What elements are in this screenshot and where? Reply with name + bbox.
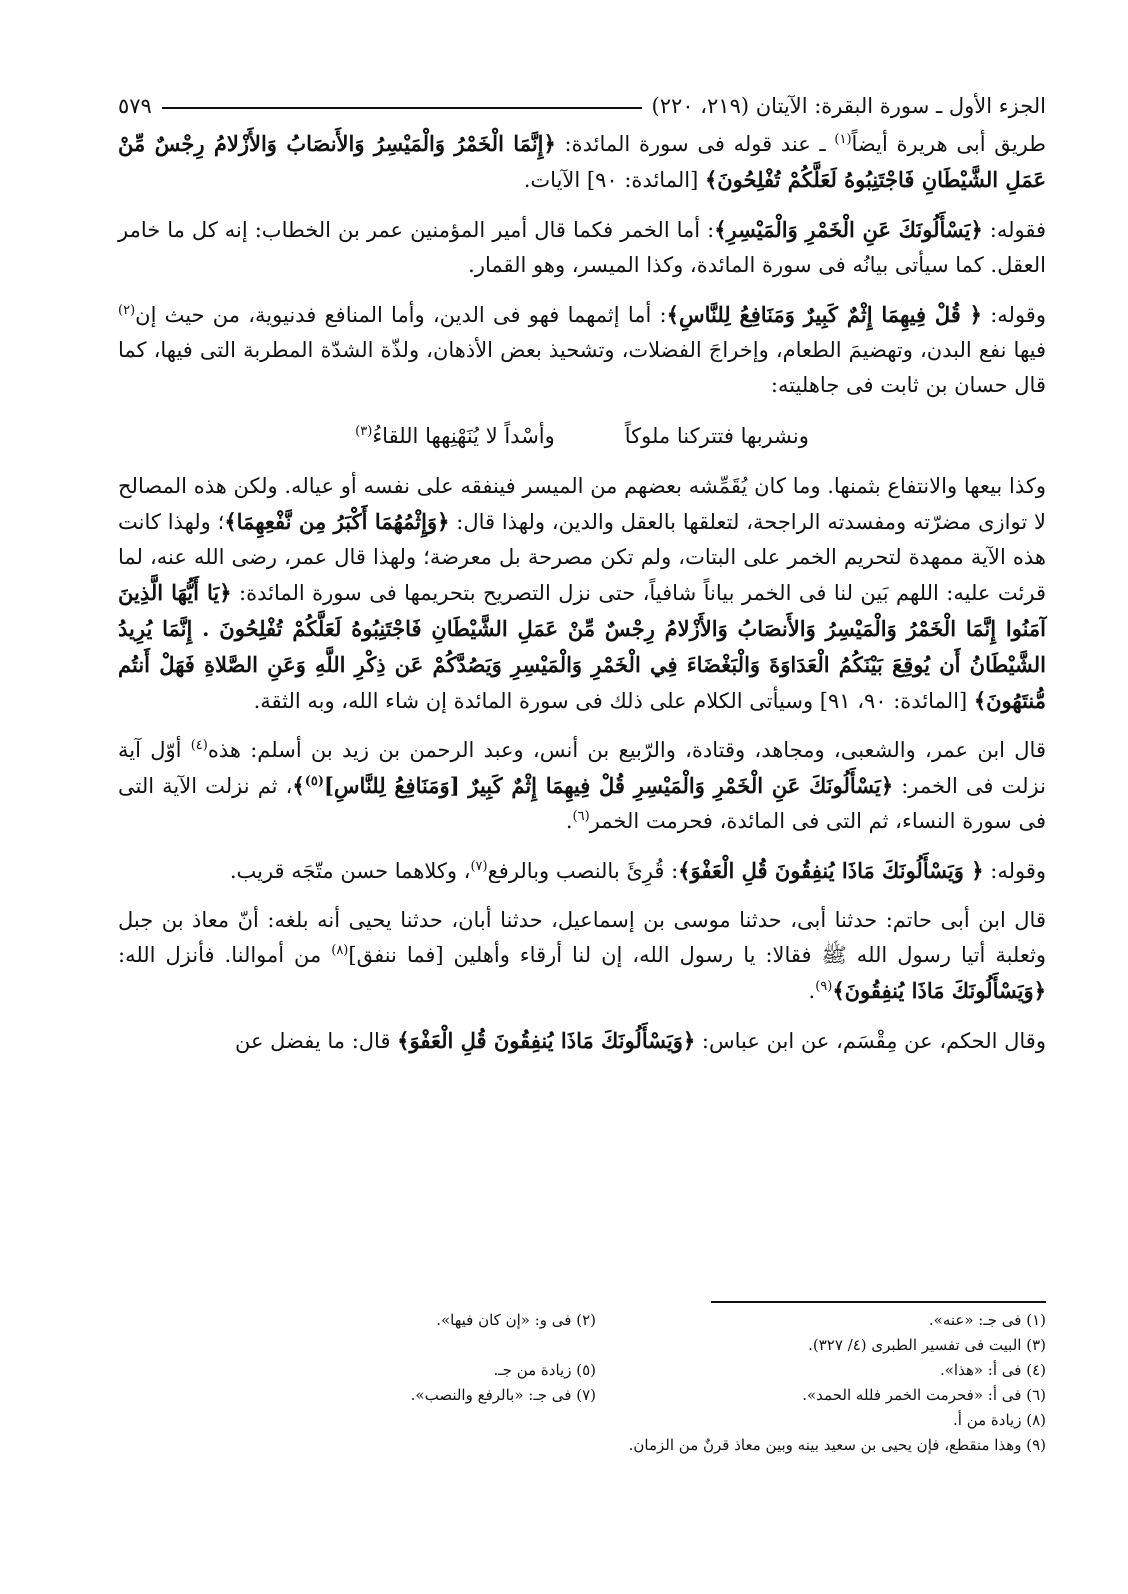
- paragraph-6: وقوله: ﴿ وَيَسْأَلُونَكَ مَاذَا يُنفِقُونَ قُلِ الْعَفْوَ﴾: قُرِئَ بالنصب وبالرفع$^{(٧)}$، وكلاهما حسن متّجَه قريب.: [229, 858, 1046, 883]
- quran-quote: ﴿يَسْأَلُونَكَ عَنِ الْخَمْرِ وَالْمَيْسِرِ قُلْ فِيهِمَا إِثْمٌ كَبِيرٌ [وَمَنَافِعُ لِلنَّاسِ]$^{(٥)}$﴾: [292, 773, 894, 798]
- footnote-ref-1[interactable]: (١): [834, 132, 852, 147]
- paragraph-3: وقوله: ﴿ قُلْ فِيهِمَا إِثْمٌ كَبِيرٌ وَمَنَافِعُ لِلنَّاسِ﴾: أما إثمهما فهو فى الدين، وأما المنافع فدنيوية، من حيث إن$^{(٢)}$ فيها نفع البدن، وتهضيمَ الطعام، وإخراجَ الفضلات، وتشحيذ بعض الأذهان، ولذّة الشدّة المطربة التى فيها، كما قال حسان بن ثابت فى جاهليته:: [118, 302, 1046, 397]
- footnote-ref-3[interactable]: (٣): [355, 424, 373, 439]
- quran-quote: ﴿ وَيَسْأَلُونَكَ مَاذَا يُنفِقُونَ قُلِ الْعَفْوَ﴾: [678, 858, 984, 883]
- footnote-ref-8[interactable]: (٨): [331, 943, 349, 958]
- page-number: ٥٧٩: [118, 94, 152, 118]
- footnote-ref-9[interactable]: (٩): [815, 979, 833, 994]
- footnote-ref-6[interactable]: (٦): [572, 809, 590, 824]
- footnote-ref-4[interactable]: (٤): [190, 738, 208, 753]
- footnote-7: (٧) فى جـ: «بالرفع والنصب».: [410, 1386, 596, 1404]
- quran-quote: ﴿وَيَسْأَلُونَكَ مَاذَا يُنفِقُونَ﴾: [832, 978, 1046, 1003]
- quran-quote: ﴿وَإِثْمُهُمَا أَكْبَرُ مِن نَّفْعِهِمَا﴾: [224, 509, 450, 534]
- footnotes: [146, 1308, 1046, 1458]
- paragraph-1: طريق أبى هريرة أيضاً$^{(١)}$ ـ عند قوله فى سورة المائدة: ﴿إِنَّمَا الْخَمْرُ وَالْمَيْسِرُ وَالأَنصَابُ وَالأَزْلامُ رِجْسٌ مِّنْ عَمَلِ الشَّيْطَانِ فَاجْتَنِبُوهُ لَعَلَّكُمْ تُفْلِحُونَ﴾ [المائدة: ٩٠] الآيات.: [118, 131, 1046, 192]
- footnote-5: (٥) زيادة من جـ.: [493, 1361, 596, 1379]
- paragraph-2: فقوله: ﴿يَسْأَلُونَكَ عَنِ الْخَمْرِ وَالْمَيْسِرِ﴾: أما الخمر فكما قال أمير المؤمنين عمر بن الخطاب: إنه كل ما خامر العقل. كما سيأتى بيانُه فى سورة المائدة، وكذا الميسر، وهو القمار.: [118, 217, 1046, 277]
- paragraph-8: وقال الحكم، عن مِقْسَم، عن ابن عباس: ﴿وَيَسْأَلُونَكَ مَاذَا يُنفِقُونَ قُلِ الْعَفْوَ﴾ قال: ما يفضل عن: [234, 1028, 1046, 1053]
- quran-quote: ﴿يَسْأَلُونَكَ عَنِ الْخَمْرِ وَالْمَيْسِرِ﴾: [714, 217, 983, 242]
- footnote-ref-7[interactable]: (٧): [470, 859, 488, 874]
- poetry-verse: [118, 417, 1046, 455]
- quran-quote: ﴿ قُلْ فِيهِمَا إِثْمٌ كَبِيرٌ وَمَنَافِعُ لِلنَّاسِ﴾: [666, 302, 982, 327]
- footnote-9: (٩) وهذا منقطع، فإن يحيى بن سعيد بينه وبين معاذ قرنٌ من الزمان.: [628, 1436, 1046, 1454]
- footnote-6: (٦) فى أ: «فحرمت الخمر فلله الحمد».: [802, 1386, 1046, 1404]
- paragraph-5: قال ابن عمر، والشعبى، ومجاهد، وقتادة، والرّبيع بن أنس، وعبد الرحمن بن زيد بن أسلم: هذه$^{(٤)}$ أوّل آية نزلت فى الخمر: ﴿يَسْأَلُونَكَ عَنِ الْخَمْرِ وَالْمَيْسِرِ قُلْ فِيهِمَا إِثْمٌ كَبِيرٌ [وَمَنَافِعُ لِلنَّاسِ]$^{(٥)}$﴾، ثم نزلت الآية التى فى سورة النساء، ثم التى فى المائدة، فحرمت الخمر$^{(٦)}$.: [118, 738, 1046, 833]
- verse-hemistich-right: ونشربها فتتركنا ملوكاً: [624, 424, 809, 448]
- footnote-8: (٨) زيادة من أ.: [953, 1411, 1046, 1429]
- header-title: الجزء الأول ـ سورة البقرة: الآيتان (٢١٩، ٢٢٠): [651, 94, 1046, 118]
- page-body: [118, 86, 1046, 1059]
- paragraph-4: وكذا بيعها والانتفاع بثمنها. وما كان يُقَمِّشه بعضهم من الميسر فينفقه على نفسه أو عياله. ولكن هذه المصالح لا توازى مضرّته ومفسدته الراجحة، لتعلقها بالعقل والدين، ولهذا قال: ﴿وَإِثْمُهُمَا أَكْبَرُ مِن نَّفْعِهِمَا﴾؛ ولهذا كانت هذه الآية ممهدة لتحريم الخمر على البتات، ولم تكن مصرحة بل معرضة؛ ولهذا قال عمر، رضى الله عنه، لما قرئت عليه: اللهم بَين لنا فى الخمر بياناً شافياً، حتى نزل التصريح بتحريمها فى سورة المائدة: ﴿يَا أَيُّهَا الَّذِينَ آمَنُوا إِنَّمَا الْخَمْرُ وَالْمَيْسِرُ وَالأَنصَابُ وَالأَزْلامُ رِجْسٌ مِّنْ عَمَلِ الشَّيْطَانِ فَاجْتَنِبُوهُ لَعَلَّكُمْ تُفْلِحُونَ . إِنَّمَا يُرِيدُ الشَّيْطَانُ أَن يُوقِعَ بَيْنَكُمُ الْعَدَاوَةَ وَالْبَغْضَاءَ فِي الْخَمْرِ وَالْمَيْسِرِ وَيَصُدَّكُمْ عَن ذِكْرِ اللَّهِ وَعَنِ الصَّلاةِ فَهَلْ أَنتُم مُّنتَهُونَ﴾ [المائدة: ٩٠، ٩١] وسيأتى الكلام على ذلك فى سورة المائدة إن شاء الله، وبه الثقة.: [118, 474, 1047, 713]
- footnote-4: (٤) فى أ: «هذا».: [939, 1361, 1046, 1379]
- footnote-3: (٣) البيت فى تفسير الطبرى (٤/ ٣٢٧).: [808, 1336, 1046, 1354]
- paragraph-7: قال ابن أبى حاتم: حدثنا أبى، حدثنا موسى بن إسماعيل، حدثنا أبان، حدثنا يحيى أنه بلغه: أنّ معاذ بن جبل وثعلبة أتيا رسول الله ﷺ فقالا: يا رسول الله، إن لنا أرقاء وأهلين [فما ننفق]$^{(٨)}$ من أموالنا. فأنزل الله: ﴿وَيَسْأَلُونَكَ مَاذَا يُنفِقُونَ﴾$^{(٩)}$.: [118, 908, 1046, 1003]
- running-header: [118, 86, 1046, 126]
- quran-quote: ﴿يَا أَيُّهَا الَّذِينَ آمَنُوا إِنَّمَا الْخَمْرُ وَالْمَيْسِرُ وَالأَنصَابُ وَالأَزْلامُ رِجْسٌ مِّنْ عَمَلِ الشَّيْطَانِ فَاجْتَنِبُوهُ لَعَلَّكُمْ تُفْلِحُونَ . إِنَّمَا يُرِيدُ الشَّيْطَانُ أَن يُوقِعَ بَيْنَكُمُ الْعَدَاوَةَ وَالْبَغْضَاءَ فِي الْخَمْرِ وَالْمَيْسِرِ وَيَصُدَّكُمْ عَن ذِكْرِ اللَّهِ وَعَنِ الصَّلاةِ فَهَلْ أَنتُم مُّنتَهُونَ﴾: [118, 580, 1046, 713]
- footnote-ref-2[interactable]: (٢): [118, 303, 136, 318]
- footnote-separator: [711, 1301, 1046, 1303]
- footnote-ref-5[interactable]: (٥): [304, 774, 324, 789]
- header-rule: [162, 107, 642, 109]
- footnote-1: (١) فى جـ: «عنه».: [928, 1311, 1046, 1329]
- quran-quote: ﴿وَيَسْأَلُونَكَ مَاذَا يُنفِقُونَ قُلِ الْعَفْوَ﴾: [397, 1028, 696, 1053]
- verse-hemistich-left: وأسْداً لا يُنَهْنِهها اللقاءُ$^{(٣)}$: [355, 424, 555, 448]
- footnote-2: (٢) فى و: «إن كان فيها».: [436, 1311, 596, 1329]
- quran-quote: ﴿إِنَّمَا الْخَمْرُ وَالْمَيْسِرُ وَالأَنصَابُ وَالأَزْلامُ رِجْسٌ مِّنْ عَمَلِ الشَّيْطَانِ فَاجْتَنِبُوهُ لَعَلَّكُمْ تُفْلِحُونَ﴾: [118, 131, 1046, 192]
